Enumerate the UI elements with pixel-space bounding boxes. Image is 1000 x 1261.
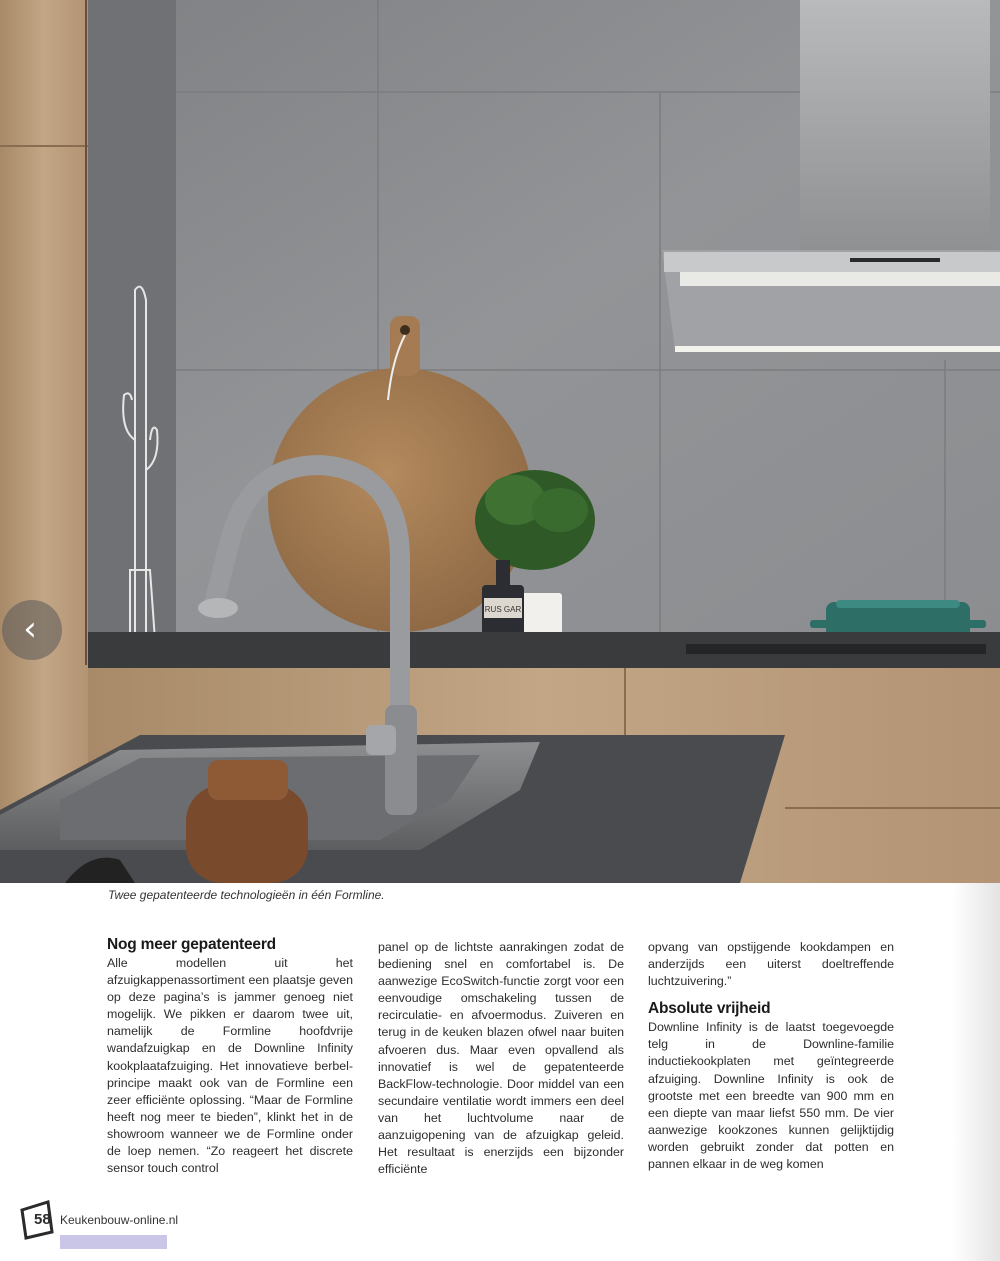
column-3-text-top: opvang van opstijgende kookdampen en anderzijds een uiterst doeltreffende luchtzuivering.” xyxy=(648,940,894,989)
column-3-text: Downline Infinity is de laatst toegevoegde telg in de Downline-familie inductiekookplaten met geïntegreerde afzuiging. Downline Infinity is ook de grootste met een breedte van 900 mm en een diepte van maar liefst 550 mm. De vier aanwezige kookzones kunnen gelijktijdig worden gebruikt zonder dat potten en pannen elkaar in de weg komen xyxy=(648,1020,894,1172)
column-2-text: panel op de lichtste aanrakingen zodat de bediening snel en comfortabel is. De aanwezige EcoSwitch-functie zorgt voor een eenvoudige omschakeling tussen de recirculatie- en afvoermodus. Zuiveren en terug in de keuken blazen ofwel naar buiten afvoeren dus. Maar even opvallend als innovatief is wel de gepatenteerde BackFlow-technologie. Door middel van een secundaire ventilatie wordt immers een deel van het luchtvolume naar de aanzuigopening van de afzuigkap geleid. Het resultaat is enerzijds een bijzonder efficiënte xyxy=(378,940,624,1177)
previous-page-button[interactable] xyxy=(2,600,62,660)
tall-cabinet xyxy=(0,0,88,665)
page-edge-shadow xyxy=(952,883,1000,1261)
wall-recess xyxy=(88,0,176,640)
chevron-left-icon: ‹ xyxy=(23,608,37,649)
article-column-1 xyxy=(107,936,353,1177)
page-number: 58 xyxy=(34,1211,51,1228)
svg-text:RUS GAR: RUS GAR xyxy=(484,605,522,614)
article-column-3 xyxy=(648,939,894,1173)
hood-chimney xyxy=(800,0,990,252)
footer-accent-bar xyxy=(60,1235,167,1249)
article-column-2 xyxy=(378,939,624,1178)
site-name[interactable]: Keukenbouw-online.nl xyxy=(60,1213,179,1227)
column-1-text: Alle modellen uit het afzuigkappenassortiment een plaatsje geven op deze pagina’s is jammer genoeg niet mogelijk. We pikken er daarom twee uit, namelijk de Formline hoofdvrije wandafzuigkap en de Downline Infinity kookplaatafzuiging. Het innovatieve berbel-principe maakt ook van de Formline een zeer efficiënte oplossing. “Maar de Formline heeft nog meer te bieden”, klinkt het in de showroom wanneer we de Formline onder de loep nemen. “Zo reageert het discrete sensor touch control xyxy=(107,956,353,1176)
heading-absolute-vrijheid: Absolute vrijheid xyxy=(648,1000,771,1018)
photo-caption: Twee gepatenteerde technologieën in één Formline. xyxy=(108,888,385,902)
heading-nog-meer-gepatenteerd: Nog meer gepatenteerd xyxy=(107,936,276,953)
